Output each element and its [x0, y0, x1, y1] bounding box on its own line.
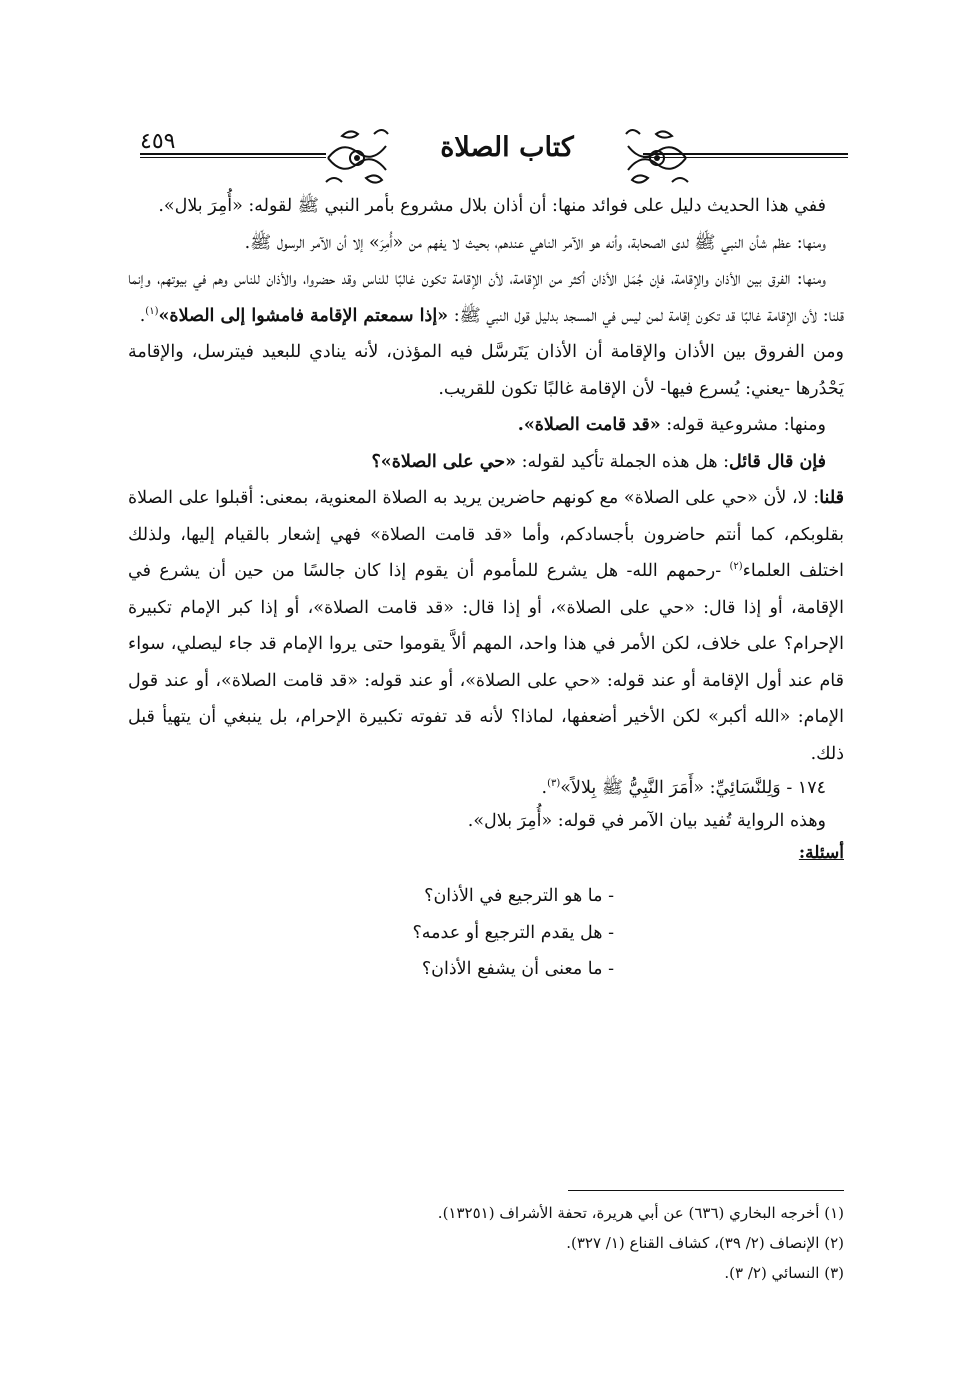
question-lead: فإن قال قائل — [729, 451, 826, 472]
footnote-ref-2: (٢) — [729, 561, 743, 573]
page-number: ٤٥٩ — [140, 129, 176, 154]
question-item: - ما معنى أن يشفع الأذان؟ — [421, 959, 614, 979]
questions-heading: أسئلة: — [798, 843, 844, 863]
quote-hayya: «حي على الصلاة»؟ — [371, 451, 517, 472]
answer-lead: قلنا — [819, 488, 844, 508]
footnote-separator — [568, 1190, 844, 1191]
paragraph-4: ومن الفروق بين الأذان والإقامة أن الأذان يَتَرسَّل فيه المؤذن، لأنه ينادي للبعيد فيترسل، والإقامة يَحْدُرها -يعني: يُسرع فيها- لأن الإقامة غالبًا تكون للقريب. — [128, 342, 844, 399]
questions-list — [128, 878, 844, 988]
hadith-174-text: ١٧٤ - وَلِلنَّسَائِيِّ: «أَمَرَ النَّبِيُّ ﷺ بِلالاً» — [560, 778, 826, 798]
paragraph-3: ومنها: الفرق بين الأذان والإقامة، فإن جُمَل الأذان أكثر من الإقامة، لأن الإقامة تكون غالبًا للناس وقد حضروا، والأذان للناس وهم في بيوتهم، وإنما قلنا: لأن الإقامة غالبًا قد تكون إقامة لمن ليس في المسجد بدليل قول النبي ﷺ: «إذا سمعتم الإقامة فامشوا إلى الصلاة»$^{(١)}$. — [128, 269, 844, 326]
footnote-ref-1: (١) — [145, 305, 159, 317]
paragraph-6-text: : هل هذه الجملة تأكيد لقوله: — [516, 451, 730, 472]
header-rule-left-thin — [140, 157, 326, 158]
hadith-174 — [128, 772, 844, 805]
footnote-3: (٣) النسائي (٢/ ٣). — [724, 1264, 844, 1282]
question-item: - هل يقدم الترجيع أو عدمه؟ — [412, 922, 614, 943]
running-title: كتاب الصلاة — [440, 132, 574, 163]
ornament-left-icon — [322, 122, 392, 188]
main-text — [128, 188, 844, 988]
quote-qad-qamat: «قد قامت الصلاة». — [517, 415, 661, 435]
paragraph-7 — [128, 480, 844, 772]
paragraph-9: وهذه الرواية تُفيد بيان الآمر في قوله: «أُمِرَ بلال». — [467, 811, 826, 831]
footnote-1: (١) أخرجه البخاري (٦٣٦) عن أبي هريرة، تحفة الأشراف (١٣٢٥١). — [437, 1204, 844, 1222]
paragraph-6 — [128, 444, 844, 481]
hadith-174-end: . — [541, 778, 548, 798]
paragraph-7-text-a: : لا، لأن «حي على الصلاة» مع كونهم حاضرين يريد به الصلاة المعنوية، بمعنى: أقبلوا على الصلاة بقلوبكم، كما أنتم حاضرون بأجسادكم، وأما «قد قامت الصلاة» فهي إشعار بالقيام إليها، ولذلك اختلف العلماء — [128, 488, 844, 581]
paragraph-2: ومنها: عظم شأن النبي ﷺ لدى الصحابة، وأنه هو الآمر الناهي عندهم، بحيث لا يفهم من «أُمِرَ» إلا أن الآمر الرسول ﷺ. — [244, 232, 826, 253]
question-item: - ما هو الترجيع في الأذان؟ — [424, 886, 614, 906]
footnote-ref-3: (٣) — [547, 778, 561, 790]
paragraph-3-text: ومنها: الفرق بين الأذان والإقامة، فإن جُمَل الأذان أكثر من الإقامة، لأن الإقامة تكون غالبًا للناس وقد حضروا، والأذان للناس وهم في بيوتهم، وإنما قلنا: لأن الإقامة غالبًا قد تكون إقامة لمن ليس في المسجد بدليل قول النبي ﷺ: — [128, 269, 844, 326]
ornament-right-icon — [622, 122, 692, 188]
paragraph-5-text: ومنها: مشروعية قوله: — [660, 415, 826, 435]
paragraph-5 — [128, 407, 844, 444]
paragraph-7-text-b: -رحمهم الله- هل يشرع للمأموم أن يقوم إذا كان جالسًا من حين أن يشرع في الإقامة، أو إذا قال: «حي على الصلاة»، أو إذا قال: «قد قامت الصلاة»، أو إذا كبر الإمام تكبيرة الإحرام؟ على خلاف، لكن الأمر في هذا واحد، المهم ألاَّ يقوموا حتى يروا الإمام قد جاء ليصلي، سواء قام عند أول الإقامة أو عند قوله: «حي على الصلاة»، أو عند قوله: «قد قامت الصلاة»، أو عند قول الإمام: «الله أكبر» لكن الأخير أضعفها، لماذا؟ لأنه قد تفوته تكبيرة الإحرام، بل ينبغي أن يتهيأ قبل ذلك. — [128, 561, 844, 764]
footnotes — [300, 1198, 844, 1288]
page-header — [140, 118, 848, 198]
footnote-2: (٢) الإنصاف (٢/ ٣٩)، كشاف القناع (١/ ٣٢٧). — [566, 1234, 844, 1252]
paragraph-1: ففي هذا الحديث دليل على فوائد منها: أن أذان بلال مشروع بأمر النبي ﷺ لقوله: «أُمِرَ بلال». — [158, 196, 826, 216]
hadith-quote-1: «إذا سمعتم الإقامة فامشوا إلى الصلاة» — [158, 305, 449, 326]
